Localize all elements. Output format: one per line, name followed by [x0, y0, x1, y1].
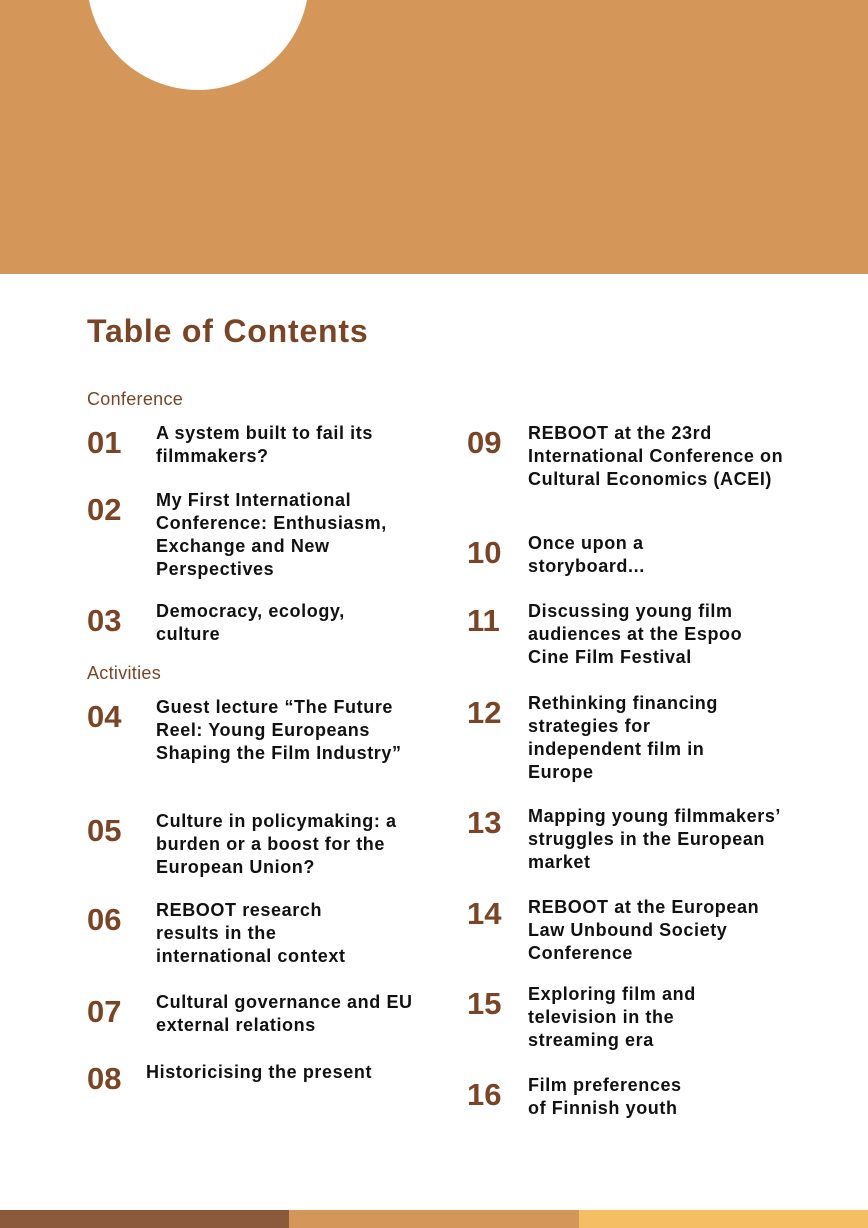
footer-segment-yellow	[579, 1210, 868, 1228]
entry-number: 01	[87, 425, 122, 460]
entry-number: 13	[467, 805, 502, 840]
entry-title: Film preferences of Finnish youth	[528, 1075, 682, 1118]
entry-title: Culture in policymaking: a burden or a boost for the European Union?	[156, 811, 397, 877]
entry-number: 09	[467, 425, 502, 460]
entry-number: 02	[87, 492, 122, 527]
entry-title: Democracy, ecology, culture	[156, 601, 345, 644]
entry-number: 14	[467, 896, 502, 931]
header-circle-decoration	[87, 0, 309, 90]
entry-number: 06	[87, 902, 122, 937]
entry-title: My First International Conference: Enthusiasm, Exchange and New Perspectives	[156, 490, 387, 579]
entry-title: Guest lecture “The Future Reel: Young Europeans Shaping the Film Industry”	[156, 697, 402, 763]
entry-number: 11	[467, 603, 500, 638]
entry-number: 05	[87, 813, 122, 848]
entry-title: REBOOT at the European Law Unbound Society Conference	[528, 897, 760, 963]
entry-title: Cultural governance and EU external relations	[156, 992, 413, 1035]
entry-title: REBOOT research results in the international context	[156, 900, 346, 966]
entry-number: 08	[87, 1061, 122, 1096]
entry-title: Exploring film and television in the streaming era	[528, 984, 696, 1050]
entry-title: A system built to fail its filmmakers?	[156, 423, 373, 466]
entry-number: 16	[467, 1077, 502, 1112]
entry-title: REBOOT at the 23rd International Conference on Cultural Economics (ACEI)	[528, 423, 784, 489]
entry-number: 15	[467, 986, 502, 1021]
entry-title: Discussing young film audiences at the Espoo Cine Film Festival	[528, 601, 743, 667]
entry-number: 07	[87, 994, 122, 1029]
footer-color-bar	[0, 1210, 868, 1228]
section-label-conference: Conference	[87, 389, 184, 409]
section-label-activities: Activities	[87, 663, 162, 683]
page-title: Table of Contents	[87, 313, 369, 349]
entry-title: Mapping young filmmakers’ struggles in the European market	[528, 806, 781, 872]
entry-title: Historicising the present	[146, 1062, 373, 1082]
entry-title: Once upon a storyboard...	[528, 533, 645, 576]
entry-number: 03	[87, 603, 122, 638]
entry-number: 12	[467, 695, 502, 730]
footer-segment-tan	[289, 1210, 579, 1228]
header-band	[0, 0, 868, 274]
footer-segment-brown	[0, 1210, 289, 1228]
entry-title: Rethinking financing strategies for independent film in Europe	[528, 693, 718, 782]
entry-number: 04	[87, 699, 122, 734]
entry-number: 10	[467, 535, 502, 570]
